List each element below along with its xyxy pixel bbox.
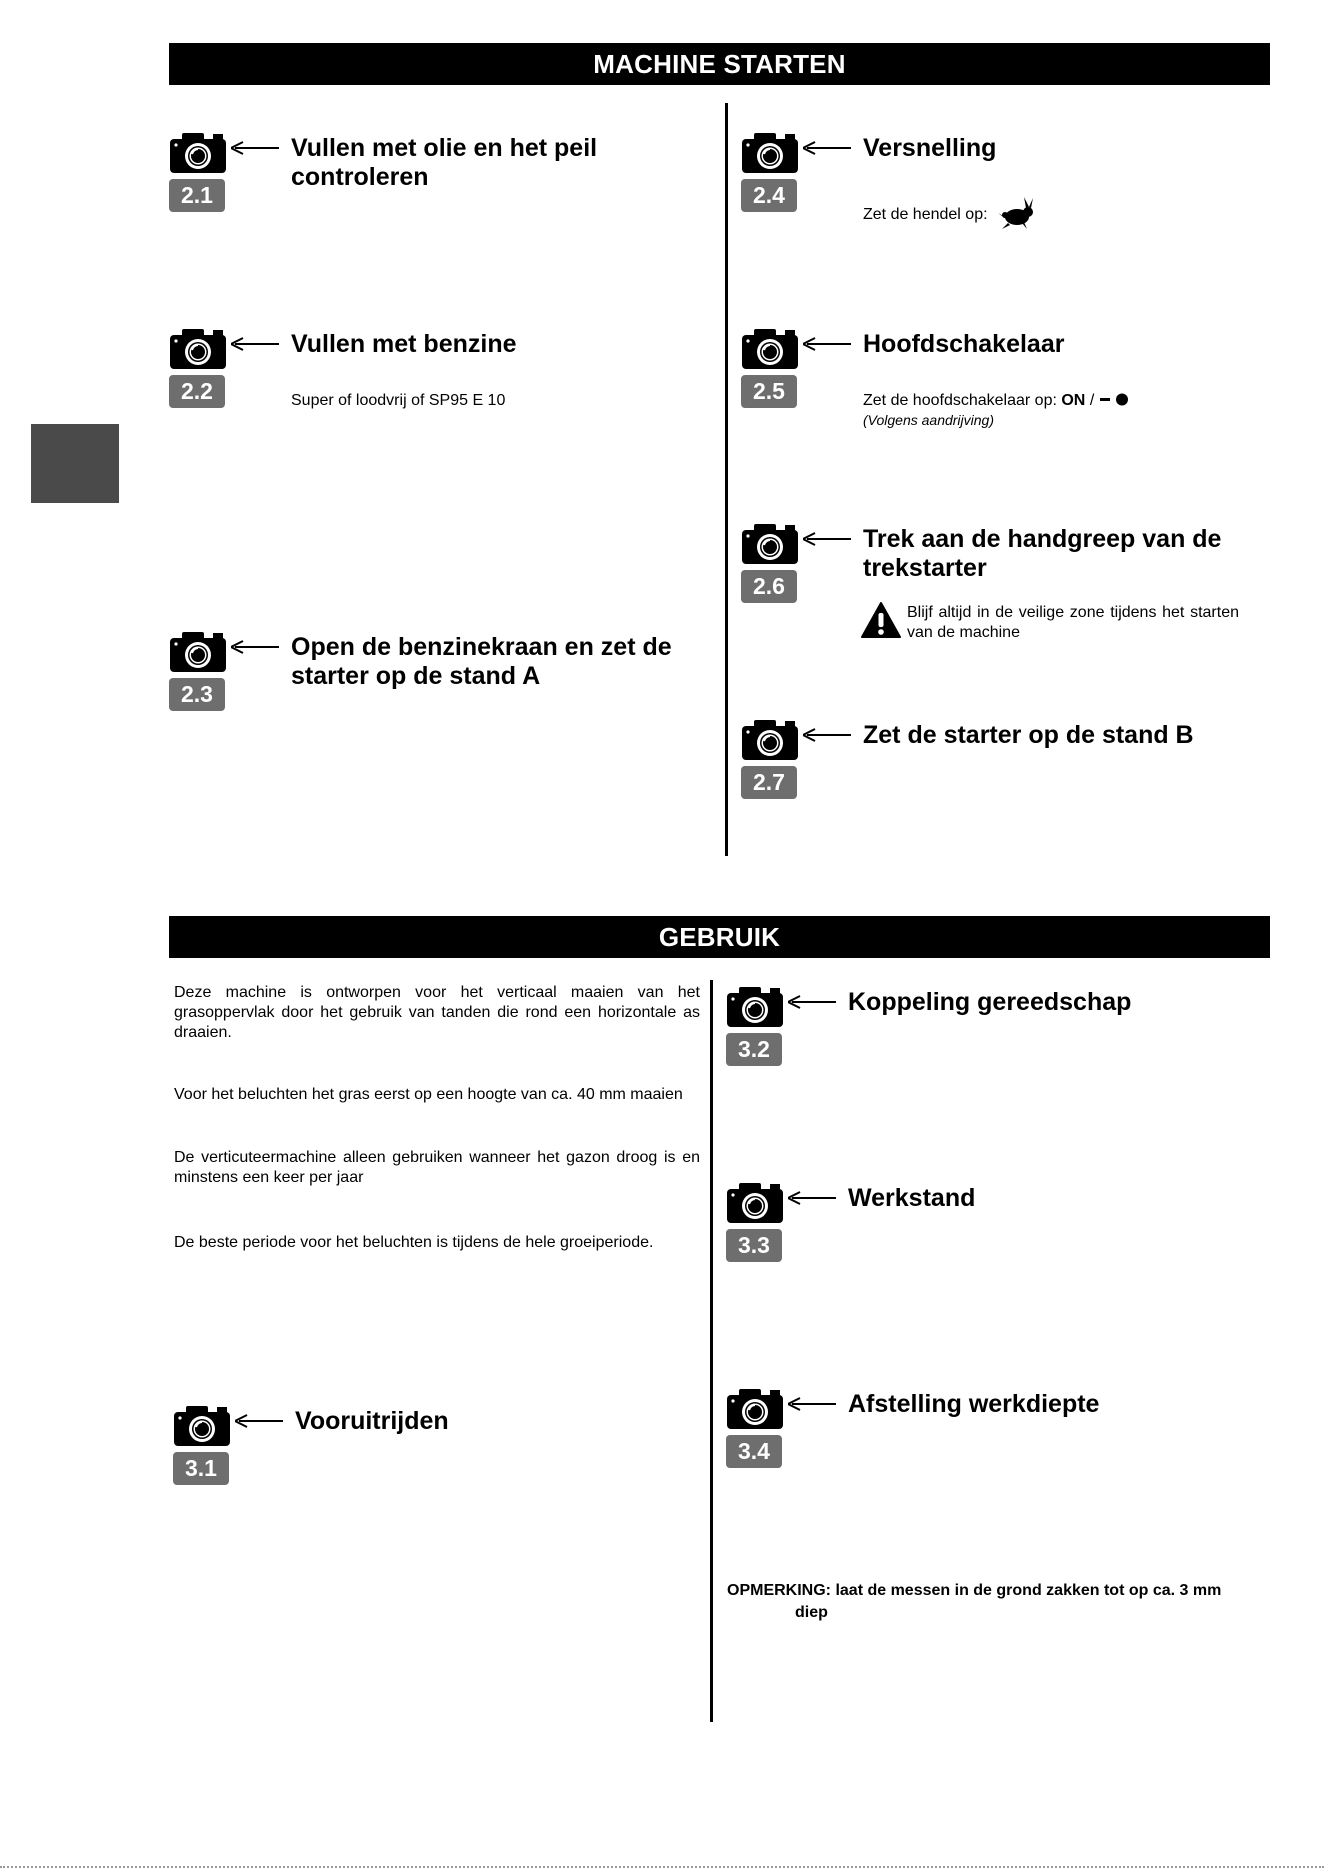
camera-icon xyxy=(741,132,799,174)
step-number: 2.4 xyxy=(741,179,797,212)
step-number: 2.3 xyxy=(169,678,225,711)
usage-paragraph: De verticuteermachine alleen gebruiken wanneer het gazon droog is en minstens een keer per jaar xyxy=(174,1149,700,1186)
arrow-left-icon xyxy=(803,728,851,742)
arrow-left-icon xyxy=(231,141,279,155)
step-title: Vooruitrijden xyxy=(295,1407,449,1435)
step-title: Werkstand xyxy=(848,1184,976,1212)
camera-icon xyxy=(169,631,227,673)
page-edge xyxy=(0,1866,1324,1868)
step-title: Versnelling xyxy=(863,134,997,162)
step-title: Trek aan de handgreep van de trekstarter xyxy=(863,525,1222,582)
arrow-left-icon xyxy=(803,141,851,155)
depth-note: OPMERKING: laat de messen in de grond zakken tot op ca. 3 mm diep xyxy=(727,1582,1222,1621)
fuel-type-text: Super of loodvrij of SP95 E 10 xyxy=(291,392,506,409)
off-on-symbol-icon xyxy=(1099,392,1129,406)
usage-paragraph: Voor het beluchten het gras eerst op een hoogte van ca. 40 mm maaien xyxy=(174,1086,683,1103)
camera-icon xyxy=(726,986,784,1028)
safety-warning-text: Blijf altijd in de veilige zone tijdens het starten van de machine xyxy=(907,604,1239,641)
camera-icon xyxy=(173,1405,231,1447)
drive-note: (Volgens aandrijving) xyxy=(863,412,994,428)
camera-icon xyxy=(741,719,799,761)
camera-icon xyxy=(169,328,227,370)
step-title: Vullen met benzine xyxy=(291,330,517,358)
chapter-tab xyxy=(31,424,119,503)
arrow-left-icon xyxy=(788,1397,836,1411)
throttle-instruction: Zet de hendel op: xyxy=(863,195,1038,231)
step-title: Afstelling werkdiepte xyxy=(848,1390,1100,1418)
rabbit-icon xyxy=(996,195,1038,231)
arrow-left-icon xyxy=(803,532,851,546)
step-number: 2.1 xyxy=(169,179,225,212)
camera-icon xyxy=(741,328,799,370)
step-title: Vullen met olie en het peil controleren xyxy=(291,134,598,191)
step-title: Open de benzinekraan en zet de starter op de stand A xyxy=(291,633,672,690)
step-number: 3.4 xyxy=(726,1435,782,1468)
camera-icon xyxy=(726,1388,784,1430)
section-banner-machine-starten: MACHINE STARTEN xyxy=(169,43,1270,85)
arrow-left-icon xyxy=(231,337,279,351)
step-number: 3.1 xyxy=(173,1452,229,1485)
camera-icon xyxy=(726,1182,784,1224)
step-title: Zet de starter op de stand B xyxy=(863,721,1194,749)
step-title: Koppeling gereedschap xyxy=(848,988,1132,1016)
arrow-left-icon xyxy=(788,1191,836,1205)
usage-paragraph: Deze machine is ontworpen voor het verticaal maaien van het grasoppervlak door het gebruik van tanden die rond een horizontale as draaien. xyxy=(174,984,700,1041)
step-number: 2.7 xyxy=(741,766,797,799)
step-number: 3.3 xyxy=(726,1229,782,1262)
step-number: 3.2 xyxy=(726,1033,782,1066)
camera-icon xyxy=(741,523,799,565)
column-divider xyxy=(710,980,713,1722)
column-divider xyxy=(725,103,728,856)
usage-paragraph: De beste periode voor het beluchten is tijdens de hele groeiperiode. xyxy=(174,1234,654,1251)
arrow-left-icon xyxy=(235,1414,283,1428)
step-title: Hoofdschakelaar xyxy=(863,330,1065,358)
main-switch-instruction: Zet de hoofdschakelaar op: ON / xyxy=(863,391,1129,411)
arrow-left-icon xyxy=(788,995,836,1009)
step-number: 2.2 xyxy=(169,375,225,408)
arrow-left-icon xyxy=(803,337,851,351)
camera-icon xyxy=(169,132,227,174)
step-number: 2.5 xyxy=(741,375,797,408)
warning-icon xyxy=(860,601,902,639)
section-banner-gebruik: GEBRUIK xyxy=(169,916,1270,958)
arrow-left-icon xyxy=(231,640,279,654)
step-number: 2.6 xyxy=(741,570,797,603)
